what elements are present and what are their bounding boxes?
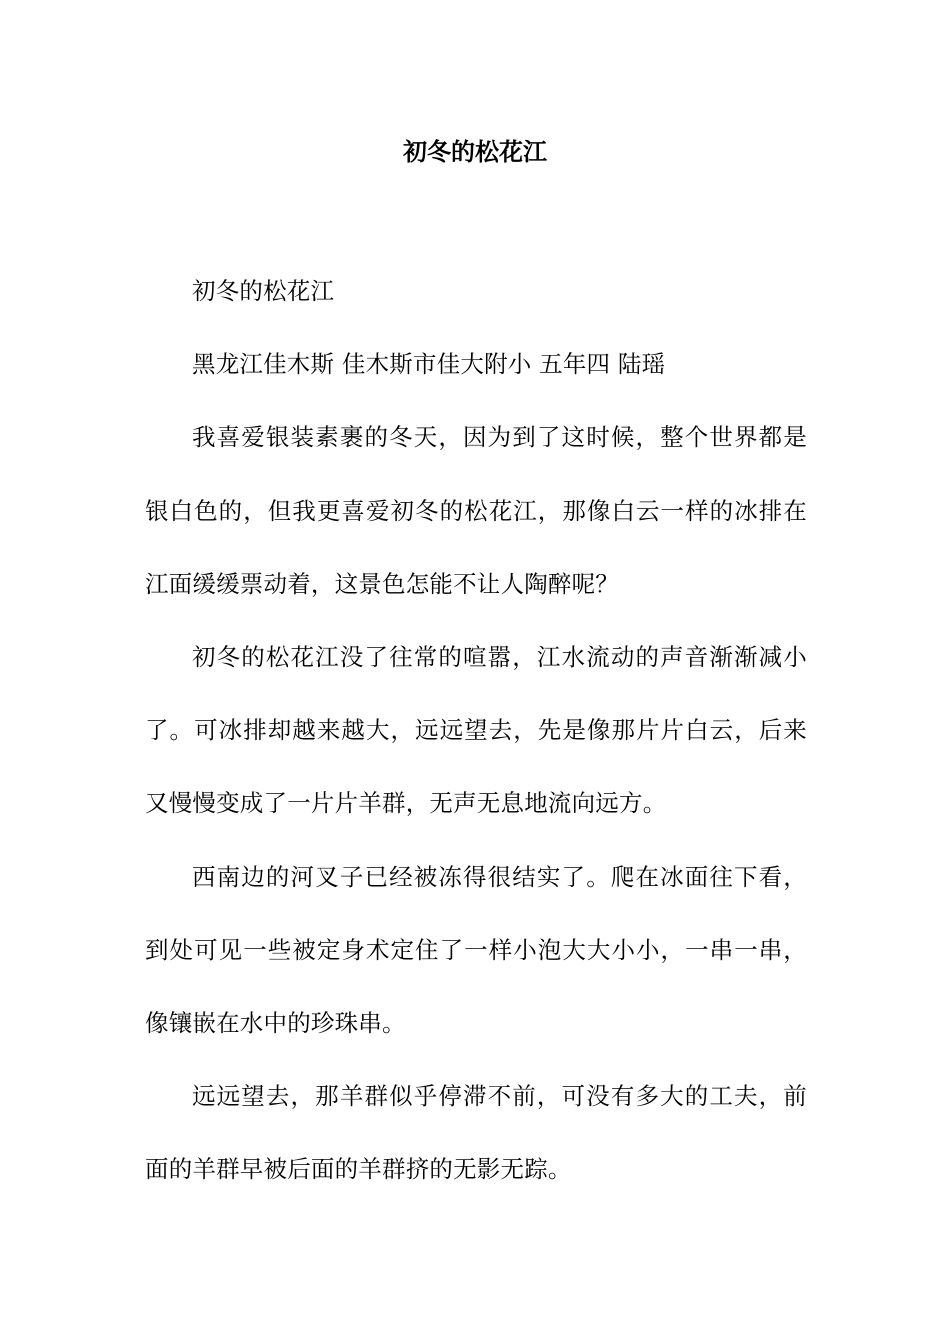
paragraph-subtitle: 初冬的松花江 [192,277,335,305]
paragraph: 我喜爱银装素裹的冬天，因为到了这时候，整个世界都是银白色的，但我更喜爱初冬的松花江，那像白云一样的冰排在江面缓缓票动着，这景色怎能不让人陶醉呢？ [145,423,807,598]
paragraph: 远远望去，那羊群似乎停滞不前，可没有多大的工夫，前面的羊群早被后面的羊群挤的无影无踪。 [145,1082,807,1184]
paragraph: 初冬的松花江没了往常的喧嚣，江水流动的声音渐渐减小了。可冰排却越来越大，远远望去，先是像那片片白云，后来又慢慢变成了一片片羊群，无声无息地流向远方。 [145,643,807,818]
document-title: 初冬的松花江 [403,137,547,166]
paragraph-author: 黑龙江佳木斯 佳木斯市佳大附小 五年四 陆瑶 [192,350,666,379]
document-body [145,255,807,1207]
paragraph: 西南边的河叉子已经被冻得很结实了。爬在冰面往下看，到处可见一些被定身术定住了一样小泡大大小小，一串一串，像镶嵌在水中的珍珠串。 [145,862,807,1038]
